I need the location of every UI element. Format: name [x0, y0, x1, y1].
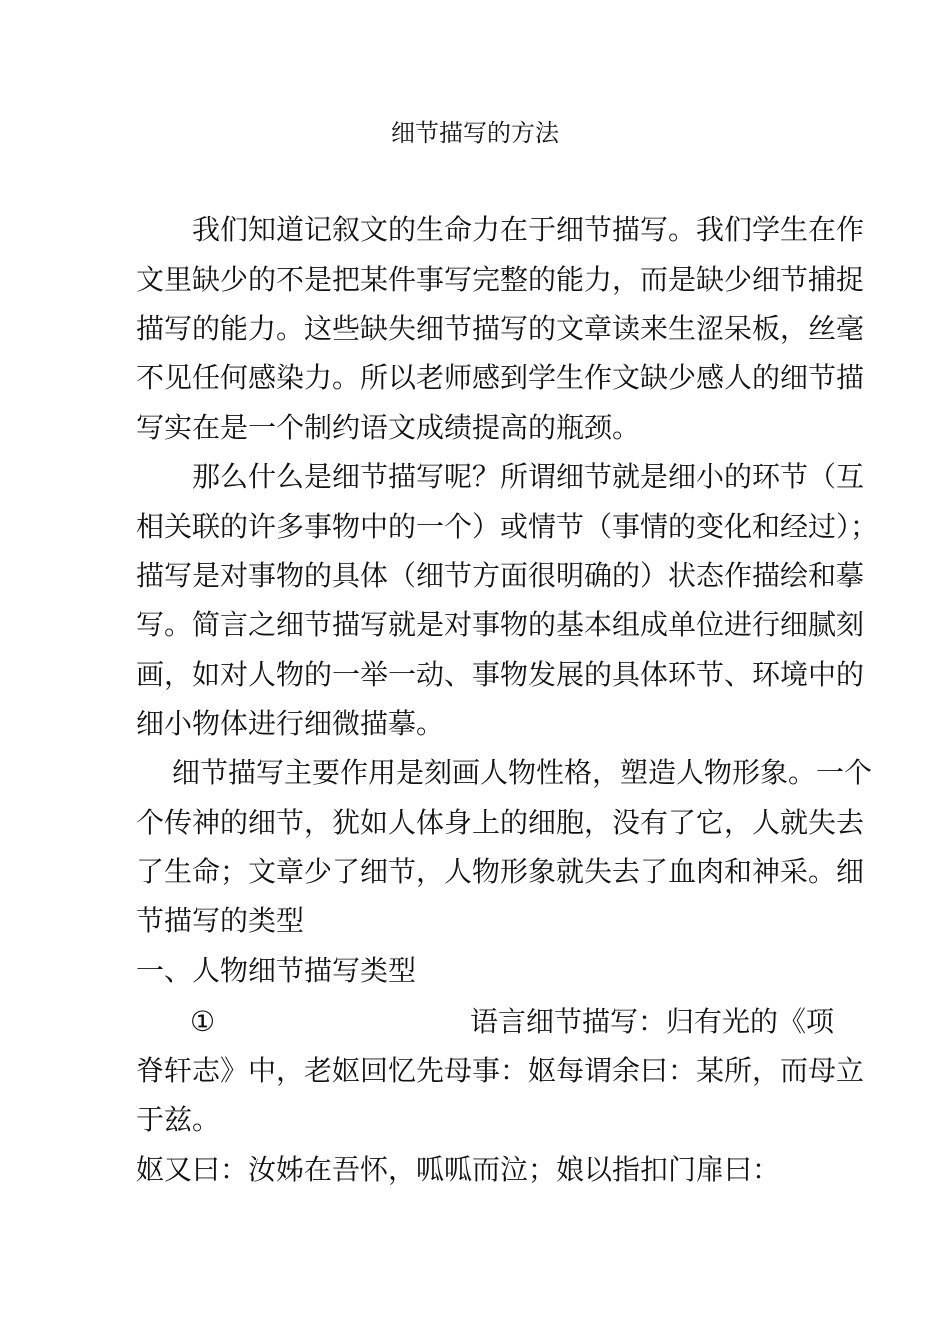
- paragraph-line: 那么什么是细节描写呢？所谓细节就是细小的环节（互: [136, 460, 865, 493]
- paragraph-line: 脊轩志》中，老妪回忆先母事：妪每谓余曰：某所，而母立: [136, 1054, 865, 1087]
- paragraph-line: 相关联的许多事物中的一个）或情节（事情的变化和经过）；: [136, 510, 879, 543]
- paragraph-line: 细小物体进行细微描摹。: [136, 707, 445, 740]
- paragraph-line: 写。简言之细节描写就是对事物的基本组成单位进行细腻刻: [136, 608, 865, 641]
- paragraph-line: 写实在是一个制约语文成绩提高的瓶颈。: [136, 411, 641, 444]
- section-heading: 一、人物细节描写类型: [136, 954, 417, 987]
- paragraph-line: 不见任何感染力。所以老师感到学生作文缺少感人的细节描: [136, 361, 865, 394]
- document-title: 细节描写的方法: [391, 119, 559, 147]
- paragraph-line: 细节描写主要作用是刻画人物性格，塑造人物形象。一个: [172, 756, 873, 789]
- paragraph-line: 文里缺少的不是把某件事写完整的能力，而是缺少细节捕捉: [136, 263, 865, 296]
- paragraph-line: 语言细节描写：归有光的《项: [470, 1005, 835, 1038]
- paragraph-line: 描写的能力。这些缺失细节描写的文章读来生涩呆板，丝毫: [136, 312, 865, 345]
- paragraph-line: 描写是对事物的具体（细节方面很明确的）状态作描绘和摹: [136, 559, 865, 592]
- paragraph-line: 我们知道记叙文的生命力在于细节描写。我们学生在作: [136, 213, 865, 246]
- paragraph-line: 节描写的类型: [136, 904, 305, 937]
- list-marker: ①: [190, 1005, 216, 1038]
- paragraph-line: 了生命；文章少了细节，人物形象就失去了血肉和神采。细: [136, 855, 865, 888]
- paragraph-line: 于兹。: [136, 1103, 221, 1136]
- paragraph-line: 画，如对人物的一举一动、事物发展的具体环节、环境中的: [136, 658, 865, 691]
- paragraph-line: 妪又曰：汝姊在吾怀，呱呱而泣；娘以指扣门扉曰：: [136, 1153, 781, 1186]
- paragraph-line: 个传神的细节，犹如人体身上的细胞，没有了它，人就失去: [136, 806, 865, 839]
